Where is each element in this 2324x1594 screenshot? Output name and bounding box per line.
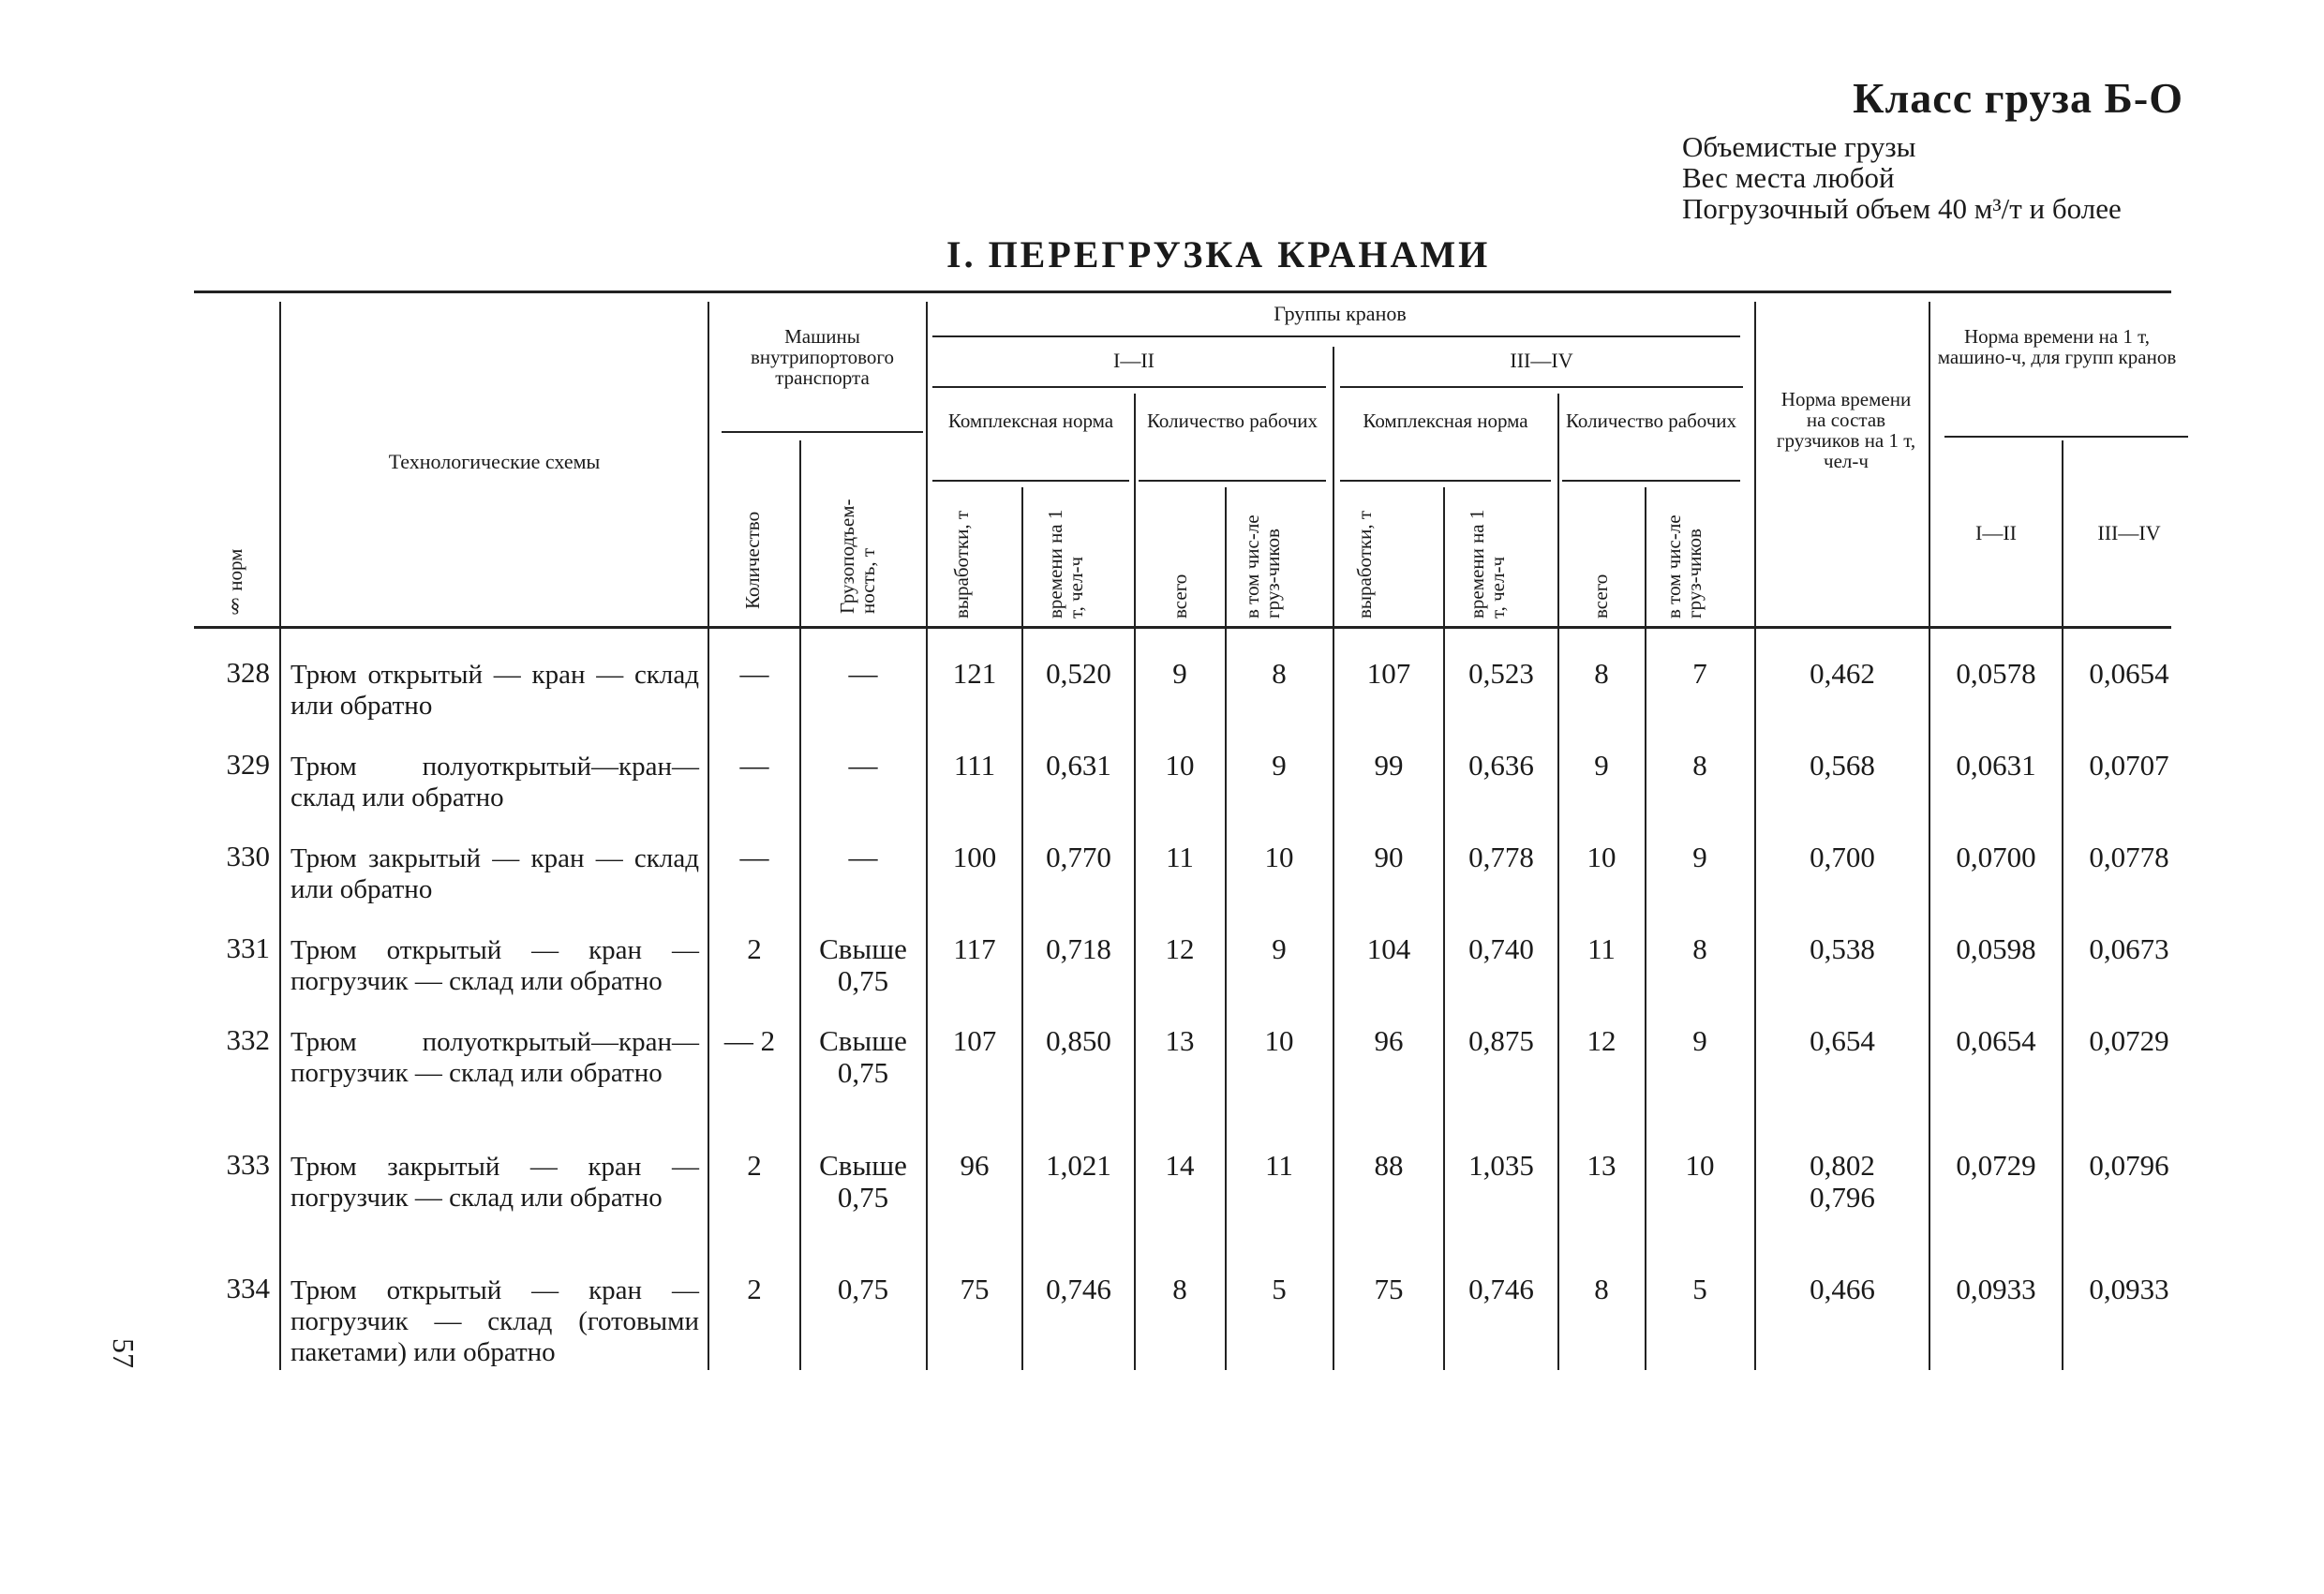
norm-number: 328 (226, 656, 270, 689)
machines-qty: 2 (747, 1273, 762, 1305)
total-1-2: 13 (1165, 1024, 1195, 1057)
header-machines-qty: Количество (741, 511, 764, 609)
output-3-4: 99 (1374, 749, 1404, 782)
total-1-2: 11 (1166, 841, 1194, 873)
time-1-2: 0,770 (1046, 841, 1111, 873)
header-machine-norm: Норма времени на 1 т, машино-ч, для групп кранов (1937, 325, 2177, 368)
header-workers-count: Количество рабочих (1565, 410, 1737, 432)
column-divider (926, 302, 928, 1370)
time-3-4: 0,746 (1468, 1273, 1534, 1305)
total-1-2: 12 (1165, 932, 1195, 965)
header-output: выработки, т (1353, 510, 1376, 618)
scheme-text: Трюм открытый — кран — склад или обратно (290, 660, 699, 721)
header-subrule (722, 431, 923, 433)
header-subrule (1139, 480, 1326, 482)
total-3-4: 13 (1587, 1149, 1616, 1182)
machines-qty: 2 (747, 1149, 762, 1182)
header-machines-capacity: Грузоподъем-ность, т (836, 499, 879, 614)
header-output: выработки, т (950, 510, 973, 618)
total-3-4: 9 (1594, 749, 1609, 782)
machine-norm-3-4: 0,0729 (2089, 1024, 2169, 1057)
output-3-4: 88 (1374, 1149, 1404, 1182)
time-3-4: 0,778 (1468, 841, 1534, 873)
total-3-4: 10 (1587, 841, 1616, 873)
machine-norm-1-2: 0,0631 (1956, 749, 2036, 782)
scheme-text: Трюм открытый — кран — погрузчик — склад или обратно (290, 935, 699, 996)
loaders-3-4: 8 (1692, 749, 1707, 782)
loaders-norm: 0,568 (1810, 749, 1875, 782)
loaders-3-4: 10 (1685, 1149, 1715, 1182)
output-1-2: 107 (952, 1024, 997, 1057)
column-divider (799, 440, 801, 1370)
output-1-2: 75 (960, 1273, 990, 1305)
column-divider (708, 302, 709, 1370)
column-divider (1557, 394, 1559, 1370)
machines-capacity: — (848, 749, 878, 782)
norm-number: 334 (226, 1272, 270, 1304)
time-1-2: 0,520 (1046, 657, 1111, 690)
loaders-norm: 0,462 (1810, 657, 1875, 690)
column-divider (1134, 394, 1136, 1370)
description-line: Погрузочный объем 40 м³/т и более (1682, 192, 2122, 225)
output-3-4: 104 (1366, 932, 1411, 965)
cargo-description (1682, 131, 2122, 224)
machines-qty: — (739, 657, 769, 690)
loaders-1-2: 5 (1272, 1273, 1287, 1305)
output-3-4: 90 (1374, 841, 1404, 873)
header-loaders: в том чис-ле груз-чиков (1662, 514, 1706, 618)
machine-norm-3-4: 0,0707 (2089, 749, 2169, 782)
header-time-per-t: времени на 1 т, чел-ч (1044, 509, 1087, 618)
header-machine-group-1-2: I—II (1975, 521, 2017, 544)
time-1-2: 1,021 (1046, 1149, 1111, 1182)
machine-norm-3-4: 0,0796 (2089, 1149, 2169, 1182)
scheme-text: Трюм закрытый — кран — склад или обратно (290, 843, 699, 904)
machines-capacity: Свыше 0,75 (819, 1024, 907, 1089)
header-machines: Машины внутрипортового транспорта (750, 325, 895, 389)
machine-norm-3-4: 0,0933 (2089, 1273, 2169, 1305)
column-divider (1754, 302, 1756, 1370)
machine-norm-1-2: 0,0654 (1956, 1024, 2036, 1057)
machines-qty: — (739, 841, 769, 873)
header-total: всего (1169, 574, 1191, 618)
machines-capacity: Свыше 0,75 (819, 1149, 907, 1214)
header-scheme: Технологические схемы (388, 450, 601, 473)
loaders-norm: 0,654 (1810, 1024, 1875, 1057)
column-divider (1021, 487, 1023, 1370)
machine-norm-3-4: 0,0778 (2089, 841, 2169, 873)
scheme-text: Трюм закрытый — кран — погрузчик — склад или обратно (290, 1152, 699, 1213)
column-divider (1645, 487, 1646, 1370)
loaders-norm: 0,538 (1810, 932, 1875, 965)
loaders-3-4: 9 (1692, 841, 1707, 873)
loaders-1-2: 9 (1272, 932, 1287, 965)
machines-qty: — (739, 749, 769, 782)
header-total: всего (1589, 574, 1612, 618)
description-line: Объемистые грузы (1682, 130, 1916, 163)
time-3-4: 0,523 (1468, 657, 1534, 690)
total-1-2: 8 (1172, 1273, 1187, 1305)
description-line: Вес места любой (1682, 161, 1895, 194)
output-1-2: 96 (960, 1149, 990, 1182)
time-3-4: 0,740 (1468, 932, 1534, 965)
total-1-2: 14 (1165, 1149, 1195, 1182)
output-3-4: 107 (1366, 657, 1411, 690)
header-crane-groups: Группы кранов (1274, 302, 1407, 325)
norm-number: 330 (226, 840, 270, 872)
machine-norm-1-2: 0,0578 (1956, 657, 2036, 690)
machines-capacity: — (848, 657, 878, 690)
output-1-2: 121 (952, 657, 997, 690)
loaders-1-2: 8 (1272, 657, 1287, 690)
machine-norm-3-4: 0,0673 (2089, 932, 2169, 965)
norm-number: 331 (226, 931, 270, 964)
output-3-4: 75 (1374, 1273, 1404, 1305)
scheme-text: Трюм открытый — кран — погрузчик — склад (готовыми пакетами) или обратно (290, 1275, 699, 1367)
header-subrule (932, 386, 1326, 388)
total-3-4: 8 (1594, 657, 1609, 690)
loaders-1-2: 9 (1272, 749, 1287, 782)
norm-number: 329 (226, 748, 270, 781)
header-subrule (1340, 386, 1743, 388)
total-3-4: 8 (1594, 1273, 1609, 1305)
header-subrule (1340, 480, 1551, 482)
machine-norm-1-2: 0,0729 (1956, 1149, 2036, 1182)
machines-qty: 2 (747, 932, 762, 965)
time-1-2: 0,718 (1046, 932, 1111, 965)
column-divider (1443, 487, 1445, 1370)
time-3-4: 1,035 (1468, 1149, 1534, 1182)
machines-capacity: 0,75 (837, 1273, 889, 1305)
time-3-4: 0,636 (1468, 749, 1534, 782)
header-workers-count: Количество рабочих (1146, 410, 1318, 432)
header-loaders-norm: Норма времени на состав грузчиков на 1 т, чел-ч (1776, 388, 1916, 472)
output-1-2: 111 (953, 749, 996, 782)
norm-number: 333 (226, 1148, 270, 1181)
loaders-norm: 0,700 (1810, 841, 1875, 873)
column-divider (1225, 487, 1227, 1370)
machines-qty: — 2 (723, 1024, 776, 1057)
header-loaders: в том чис-ле груз-чиков (1241, 514, 1284, 618)
column-divider (1929, 302, 1930, 1370)
output-1-2: 100 (952, 841, 997, 873)
header-subrule (932, 335, 1740, 337)
cargo-class-title: Класс груза Б-О (1853, 74, 2183, 122)
machine-norm-1-2: 0,0933 (1956, 1273, 2036, 1305)
loaders-3-4: 8 (1692, 932, 1707, 965)
machines-capacity: — (848, 841, 878, 873)
header-bottom-rule (194, 626, 2171, 629)
header-machine-group-3-4: III—IV (2097, 521, 2161, 544)
header-subrule (1562, 480, 1740, 482)
output-3-4: 96 (1374, 1024, 1404, 1057)
header-group-1-2: I—II (1113, 349, 1155, 372)
time-1-2: 0,850 (1046, 1024, 1111, 1057)
machine-norm-1-2: 0,0700 (1956, 841, 2036, 873)
time-1-2: 0,746 (1046, 1273, 1111, 1305)
table-top-rule (194, 290, 2171, 293)
time-1-2: 0,631 (1046, 749, 1111, 782)
total-1-2: 9 (1172, 657, 1187, 690)
header-time-per-t: времени на 1 т, чел-ч (1466, 509, 1509, 618)
header-complex-norm: Комплексная норма (1363, 410, 1528, 432)
loaders-norm: 0,466 (1810, 1273, 1875, 1305)
page-number: 57 (107, 1338, 141, 1368)
column-divider (2062, 440, 2063, 1370)
loaders-3-4: 7 (1692, 657, 1707, 690)
loaders-1-2: 10 (1264, 841, 1294, 873)
machine-norm-1-2: 0,0598 (1956, 932, 2036, 965)
loaders-1-2: 10 (1264, 1024, 1294, 1057)
header-norm-no: § норм (224, 548, 246, 618)
loaders-norm: 0,802 0,796 (1810, 1149, 1875, 1214)
loaders-3-4: 9 (1692, 1024, 1707, 1057)
loaders-3-4: 5 (1692, 1273, 1707, 1305)
machine-norm-3-4: 0,0654 (2089, 657, 2169, 690)
machines-capacity: Свыше 0,75 (819, 932, 907, 997)
scheme-text: Трюм полуоткрытый—кран—погрузчик — склад или обратно (290, 1027, 699, 1088)
time-3-4: 0,875 (1468, 1024, 1534, 1057)
scheme-text: Трюм полуоткрытый—кран—склад или обратно (290, 752, 699, 812)
total-1-2: 10 (1165, 749, 1195, 782)
total-3-4: 12 (1587, 1024, 1616, 1057)
section-title: I. ПЕРЕГРУЗКА КРАНАМИ (946, 233, 1491, 276)
header-subrule (932, 480, 1129, 482)
norm-number: 332 (226, 1023, 270, 1056)
loaders-1-2: 11 (1265, 1149, 1293, 1182)
total-3-4: 11 (1587, 932, 1616, 965)
header-group-3-4: III—IV (1510, 349, 1573, 372)
header-subrule (1944, 436, 2188, 438)
header-complex-norm: Комплексная норма (947, 410, 1114, 432)
output-1-2: 117 (953, 932, 996, 965)
